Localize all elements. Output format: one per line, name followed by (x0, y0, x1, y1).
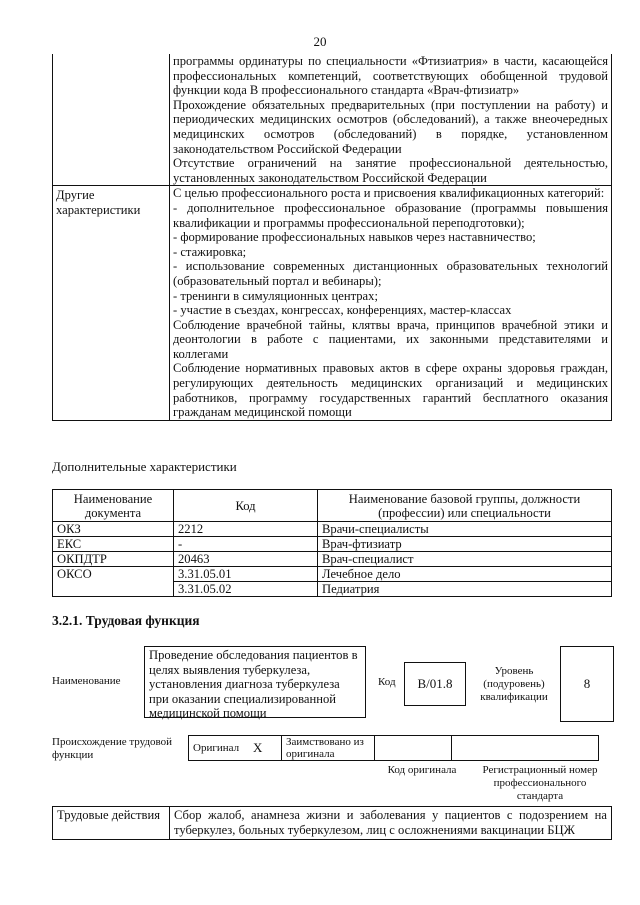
requirements-cell (170, 54, 612, 186)
reg-number-cell (452, 736, 599, 761)
table-row (53, 552, 612, 567)
doc-name-cell: ОКЗ (53, 522, 174, 537)
labor-actions-table (52, 806, 612, 840)
origin-label: Происхождение трудовой функции (52, 736, 173, 761)
level-label: Уровень (подуровень) квалификации (480, 665, 548, 703)
borrowed-label: Заимствовано из оригинала (282, 736, 375, 761)
group-name-cell: Врач-фтизиатр (318, 537, 612, 552)
other-paragraph: - тренинги в симуляционных центрах; (173, 288, 378, 303)
origin-code-cell (375, 736, 452, 761)
qualification-level-box: 8 (560, 646, 614, 722)
other-paragraph: - стажировка; (173, 244, 247, 259)
original-mark: X (249, 736, 282, 761)
labor-actions-label: Трудовые действия (53, 807, 170, 840)
other-paragraph: С целью профессионального роста и присвоения квалификационных категорий: (173, 186, 605, 201)
group-name-cell: Врач-специалист (318, 552, 612, 567)
function-code-box: В/01.8 (404, 662, 466, 706)
table-row (53, 567, 612, 582)
name-label: Наименование (52, 675, 121, 687)
additional-characteristics-table (52, 489, 612, 597)
group-name-cell: Лечебное дело (318, 567, 612, 582)
function-name-box: Проведение обследования пациентов в целях выявления туберкулеза, установления диагноза туберкулеза при оказании специализированной медицинской помощи (144, 646, 366, 718)
other-paragraph: Соблюдение нормативных правовых актов в сфере охраны здоровья граждан, регулирующих деятельность медицинских организаций и медицинских работников, программу государственных гарантий бесплатного оказания гражданам медицинской помощи (173, 361, 608, 420)
doc-name-cell: ЕКС (53, 537, 174, 552)
origin-code-caption: Код оригинала (387, 764, 457, 776)
requirements-paragraph: программы ординатуры по специальности «Фтизиатрия» в части, касающейся профессиональных компетенций, соответствующих обобщенной трудовой функции кода В профессионального стандарта «Врач-фтизиатр» (173, 54, 608, 98)
code-label: Код (378, 676, 396, 688)
code-cell: 3.31.05.02 (174, 582, 318, 597)
table-header-row (53, 490, 612, 522)
qualification-requirements-table (52, 54, 612, 421)
column-header: Наименование базовой группы, должности (профессии) или специальности (318, 490, 612, 522)
other-paragraph: - дополнительное профессиональное образование (программы повышения квалификации и программы профессиональной переподготовки); (173, 200, 608, 230)
group-name-cell: Врачи-специалисты (318, 522, 612, 537)
code-cell: 2212 (174, 522, 318, 537)
other-paragraph: - использование современных дистанционных образовательных технологий (образовательный портал и вебинары); (173, 259, 608, 288)
code-cell: 20463 (174, 552, 318, 567)
labor-actions-cell (170, 807, 612, 840)
labor-action-text: Сбор жалоб, анамнеза жизни и заболевания у пациентов с подозрением на туберкулез, больных туберкулезом, лиц с осложнениями вакцинации БЦЖ (174, 808, 607, 837)
page-number: 20 (313, 34, 327, 49)
original-label: Оригинал (189, 736, 250, 761)
other-characteristics-label: Другие характеристики (53, 186, 170, 421)
other-paragraph: - участие в съездах, конгрессах, конференциях, мастер-классах (173, 303, 512, 318)
other-paragraph: - формирование профессиональных навыков через наставничество; (173, 230, 536, 245)
reg-number-caption: Регистрационный номер профессионального стандарта (482, 764, 598, 802)
column-header: Наименование документа (53, 490, 174, 522)
other-characteristics-cell (170, 186, 612, 421)
additional-characteristics-heading: Дополнительные характеристики (52, 459, 237, 474)
requirements-paragraph: Отсутствие ограничений на занятие профессиональной деятельностью, установленных законодательством Российской Федерации (173, 156, 608, 185)
column-header: Код (174, 490, 318, 522)
empty-label-cell (53, 54, 170, 186)
table-row (53, 537, 612, 552)
doc-name-cell: ОКСО (53, 567, 174, 582)
table-row (53, 582, 612, 597)
doc-name-cell: ОКПДТР (53, 552, 174, 567)
code-cell: - (174, 537, 318, 552)
other-paragraph: Соблюдение врачебной тайны, клятвы врача, принципов врачебной этики и деонтологии в работе с пациентами, их законными представителями и коллегами (173, 317, 608, 361)
requirements-paragraph: Прохождение обязательных предварительных (при поступлении на работу) и периодических медицинских осмотров (обследований), а также внеочередных медицинских осмотров (обследований) в порядке, установленном законодательством Российской Федерации (173, 97, 608, 156)
origin-table (188, 735, 599, 761)
code-cell: 3.31.05.01 (174, 567, 318, 582)
labor-function-heading: 3.2.1. Трудовая функция (52, 613, 200, 628)
doc-name-cell (53, 582, 174, 597)
table-row (53, 522, 612, 537)
group-name-cell: Педиатрия (318, 582, 612, 597)
